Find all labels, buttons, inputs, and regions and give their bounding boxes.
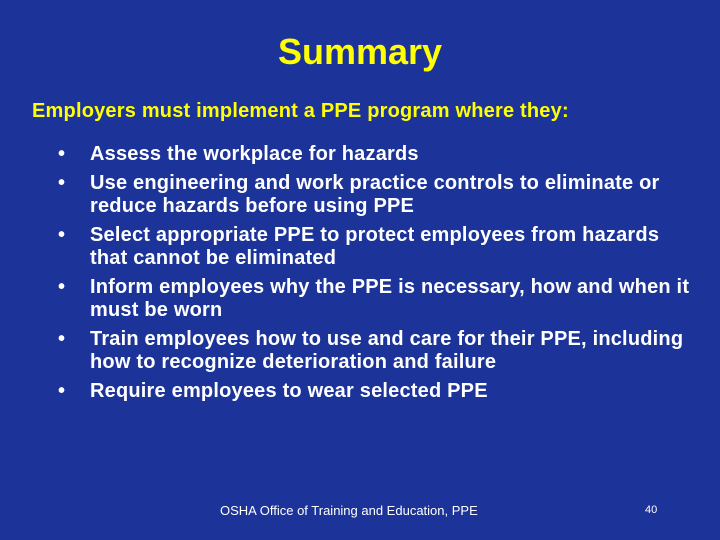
bullet-text: Inform employees why the PPE is necessary, how and when it must be worn [90, 275, 690, 321]
bullet-text: Use engineering and work practice controls to eliminate or reduce hazards before using PPE [90, 171, 660, 217]
bullet-list [56, 143, 696, 408]
slide-title: Summary [277, 31, 443, 72]
bullet-item [56, 276, 696, 323]
bullet-icon: • [58, 143, 66, 165]
bullet-icon: • [58, 171, 66, 194]
bullet-item [56, 172, 696, 219]
intro-text: Employers must implement a PPE program where they: [32, 100, 569, 122]
bullet-text: Assess the workplace for hazards [90, 143, 419, 165]
bullet-text: Require employees to wear selected PPE [90, 379, 488, 402]
page-number: 40 [645, 504, 658, 516]
bullet-icon: • [58, 327, 66, 350]
bullet-text: Select appropriate PPE to protect employees from hazards that cannot be eliminated [90, 223, 660, 269]
bullet-text: Train employees how to use and care for their PPE, including how to recognize deterioration and failure [90, 327, 684, 373]
bullet-icon: • [58, 275, 66, 298]
bullet-item [56, 328, 696, 375]
bullet-icon: • [58, 223, 66, 246]
bullet-item [56, 380, 696, 404]
footer-text: OSHA Office of Training and Education, PPE [220, 503, 478, 518]
bullet-item [56, 224, 696, 271]
bullet-icon: • [58, 379, 66, 402]
bullet-item [56, 143, 696, 167]
